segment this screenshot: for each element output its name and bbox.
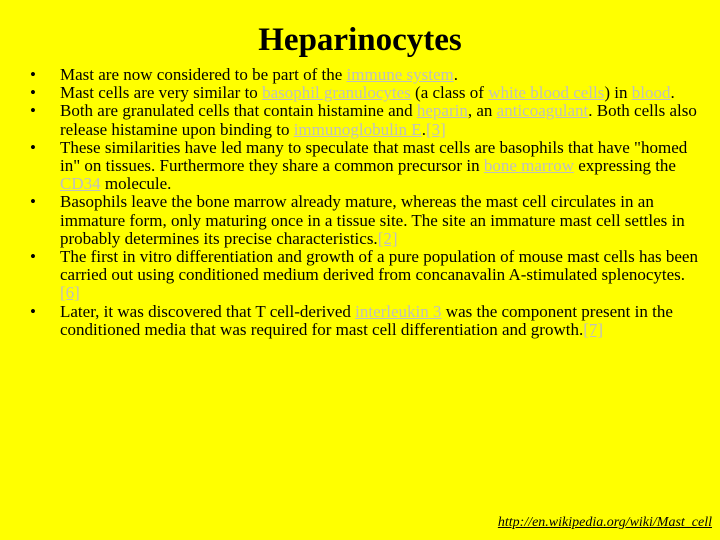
bullet-marker: • xyxy=(30,301,36,321)
bullet-text: . xyxy=(421,119,426,139)
bullet-text: , an xyxy=(467,101,497,121)
bullet-item xyxy=(30,193,700,248)
bullet-text: was the component present in the conditioned media that was required for mast cell differentiation and growth. xyxy=(60,301,673,339)
wiki-link[interactable]: [2] xyxy=(377,228,398,248)
wiki-link[interactable]: immune system xyxy=(346,65,454,84)
source-url[interactable]: http://en.wikipedia.org/wiki/Mast_cell xyxy=(497,515,712,530)
bullet-text: Basophils leave the bone marrow already mature, whereas the mast cell circulates in an immature form, only maturing once in a tissue site. The site an immature mast cell settles in probably determines its precise characteristics. xyxy=(60,192,685,248)
bullet-marker: • xyxy=(30,65,36,84)
bullet-text: Later, it was discovered that T cell-derived xyxy=(60,301,356,321)
bullet-text: Mast cells are very similar to xyxy=(60,83,263,103)
bullet-item xyxy=(30,84,700,102)
wiki-link[interactable]: [7] xyxy=(583,319,604,339)
wiki-link[interactable]: interleukin 3 xyxy=(355,301,442,321)
bullet-item xyxy=(30,102,700,138)
wiki-link[interactable]: bone marrow xyxy=(483,156,574,176)
bullet-text: Both are granulated cells that contain histamine and xyxy=(60,101,417,121)
wiki-link[interactable]: [6] xyxy=(60,283,80,303)
bullet-marker: • xyxy=(30,137,36,157)
wiki-link[interactable]: immunoglobulin E xyxy=(293,119,422,139)
bullet-marker: • xyxy=(30,101,36,121)
slide-title: Heparinocytes xyxy=(258,22,462,58)
wiki-link[interactable]: blood xyxy=(631,83,671,103)
bullet-text: . Both cells also release histamine upon binding to xyxy=(60,101,697,139)
bullet-text: These similarities have led many to speculate that mast cells are basophils that have "homed in" on tissues. Furthermore they share a common precursor in xyxy=(60,137,688,176)
wiki-link[interactable]: white blood cells xyxy=(488,83,605,103)
bullet-item xyxy=(30,248,700,303)
bullet-text: . xyxy=(670,83,675,103)
bullet-text: ) in xyxy=(604,83,632,103)
bullet-text: expressing the xyxy=(574,156,676,176)
bullet-text: . xyxy=(453,65,458,84)
wiki-link[interactable]: heparin xyxy=(416,101,468,121)
wiki-link[interactable]: [3] xyxy=(425,119,446,139)
bullet-item xyxy=(30,139,700,194)
bullet-item xyxy=(30,303,700,339)
bullet-text: Mast are now considered to be part of the xyxy=(60,65,347,84)
bullet-list xyxy=(30,66,700,339)
wiki-link[interactable]: anticoagulant xyxy=(496,101,589,121)
bullet-marker: • xyxy=(30,192,36,212)
bullet-marker: • xyxy=(30,83,36,103)
wiki-link[interactable]: CD34 xyxy=(60,174,101,194)
bullet-text: (a class of xyxy=(410,83,489,103)
bullet-text: The first in vitro differentiation and growth of a pure population of mouse mast cells has been carried out using conditioned medium derived from concanavalin A-stimulated splenocytes. xyxy=(60,247,698,285)
bullet-item xyxy=(30,66,700,84)
wiki-link[interactable]: basophil granulocytes xyxy=(262,83,411,103)
bullet-marker: • xyxy=(30,247,36,267)
bullet-text: molecule. xyxy=(100,174,172,194)
